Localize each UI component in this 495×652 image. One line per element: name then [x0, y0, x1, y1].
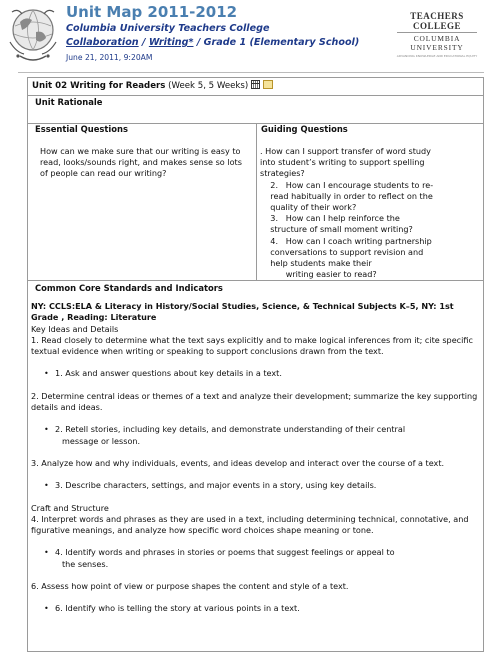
bullet-icon: •	[44, 480, 49, 491]
anchor-standard: 6. Assess how point of view or purpose shapes the content and style of a text.	[31, 581, 349, 592]
guiding-questions-list	[260, 146, 480, 280]
header-divider	[18, 72, 484, 73]
page-header	[0, 0, 495, 78]
section-heading: Key Ideas and Details	[31, 323, 119, 334]
guiding-questions-heading: Guiding Questions	[261, 124, 348, 134]
timestamp: June 21, 2011, 9:20AM	[66, 53, 153, 62]
guiding-question-line: writing easier to read?	[260, 269, 377, 280]
breadcrumb-grade: Grade 1 (Elementary School)	[203, 37, 360, 48]
guiding-question-line: help students make their	[260, 258, 372, 269]
guiding-question-line: 3. How can I help reinforce the	[260, 213, 400, 224]
grade-indicator: • 4. Identify words and phrases in stories or poems that suggest feelings or appeal to the senses.	[44, 547, 395, 569]
guiding-question-line: read habitually in order to reflect on the	[260, 190, 433, 201]
breadcrumb-separator: /	[138, 37, 149, 48]
logo-line-3: ADVANCING KNOWLEDGE AND EDUCATIONAL EQUITY	[396, 54, 478, 58]
note-icon[interactable]	[263, 80, 273, 89]
page-title: Unit Map 2011-2012	[66, 3, 238, 21]
bullet-icon: •	[44, 424, 49, 435]
bullet-icon: •	[44, 603, 49, 614]
common-core-heading: Common Core Standards and Indicators	[35, 283, 223, 293]
unit-rationale-row	[28, 96, 483, 124]
unit-duration: (Week 5, 5 Weeks)	[168, 81, 249, 91]
breadcrumb-writing-link[interactable]: Writing*	[148, 37, 194, 48]
grade-indicator: • 1. Ask and answer questions about key details in a text.	[44, 368, 282, 379]
breadcrumb-collaboration-link[interactable]: Collaboration	[66, 37, 139, 48]
anchor-standard: 3. Analyze how and why individuals, events, and ideas develop and interact over the course of a text.	[31, 457, 445, 468]
bullet-icon: •	[44, 547, 49, 558]
logo-line-1: TEACHERS COLLEGE	[410, 11, 464, 31]
grade-indicator: • 3. Describe characters, settings, and major events in a story, using key details.	[44, 480, 377, 491]
essential-questions-text: How can we make sure that our writing is easy to read, looks/sounds right, and makes sense so lots of people can read our writing?	[40, 146, 242, 179]
anchor-standard: 2. Determine central ideas or themes of a text and analyze their development; summarize the key supporting details and ideas.	[31, 390, 478, 413]
guiding-question-line: quality of their work?	[260, 202, 357, 213]
essential-questions-heading: Essential Questions	[35, 124, 128, 134]
bullet-icon: •	[44, 368, 49, 379]
anchor-standard: 1. Read closely to determine what the text says explicitly and to make logical inferences from it; cite specific textual evidence when writing or speaking to support conclusions drawn from the text.	[31, 334, 473, 357]
globe-logo-icon	[6, 4, 60, 66]
logo-divider	[397, 32, 477, 33]
unit-rationale-heading: Unit Rationale	[35, 97, 103, 107]
guiding-question-line: strategies?	[260, 168, 305, 179]
standard-title: NY: CCLS:ELA & Literacy in History/Social Studies, Science, & Technical Subjects K–5, NY: 1st Grade , Reading: Literature	[31, 301, 454, 323]
guiding-question-line: . How can I support transfer of word study	[260, 146, 431, 156]
breadcrumb	[66, 37, 359, 48]
unit-map-table	[27, 77, 484, 652]
logo-line-2: COLUMBIA UNIVERSITY	[410, 34, 464, 52]
guiding-question-line: conversations to support revision and	[260, 246, 424, 257]
guiding-question-line: 2. How can I encourage students to re-	[260, 179, 434, 190]
page-subtitle: Columbia University Teachers College	[66, 23, 270, 34]
grade-indicator: • 2. Retell stories, including key details, and demonstrate understanding of their central message or lesson.	[44, 424, 406, 446]
guiding-questions-cell	[257, 124, 483, 280]
teachers-college-logo	[391, 11, 483, 58]
essential-questions-cell	[28, 124, 257, 280]
calendar-icon[interactable]	[251, 80, 260, 89]
breadcrumb-separator: /	[193, 37, 204, 48]
guiding-question-line: into student’s writing to support spelling	[260, 157, 425, 168]
guiding-question-line: structure of small moment writing?	[260, 224, 413, 235]
section-heading: Craft and Structure	[31, 502, 109, 513]
anchor-standard: 4. Interpret words and phrases as they are used in a text, including determining technical, connotative, and figurative meanings, and analyze how specific word choices shape meaning or tone.	[31, 513, 469, 536]
unit-title-row	[28, 78, 483, 96]
unit-name: Unit 02 Writing for Readers	[32, 81, 166, 91]
common-core-cell	[28, 281, 483, 651]
common-core-body	[31, 301, 479, 615]
unit-title	[32, 80, 273, 91]
guiding-question-line: 4. How can I coach writing partnership	[260, 235, 432, 246]
grade-indicator: • 6. Identify who is telling the story at various points in a text.	[44, 603, 300, 614]
